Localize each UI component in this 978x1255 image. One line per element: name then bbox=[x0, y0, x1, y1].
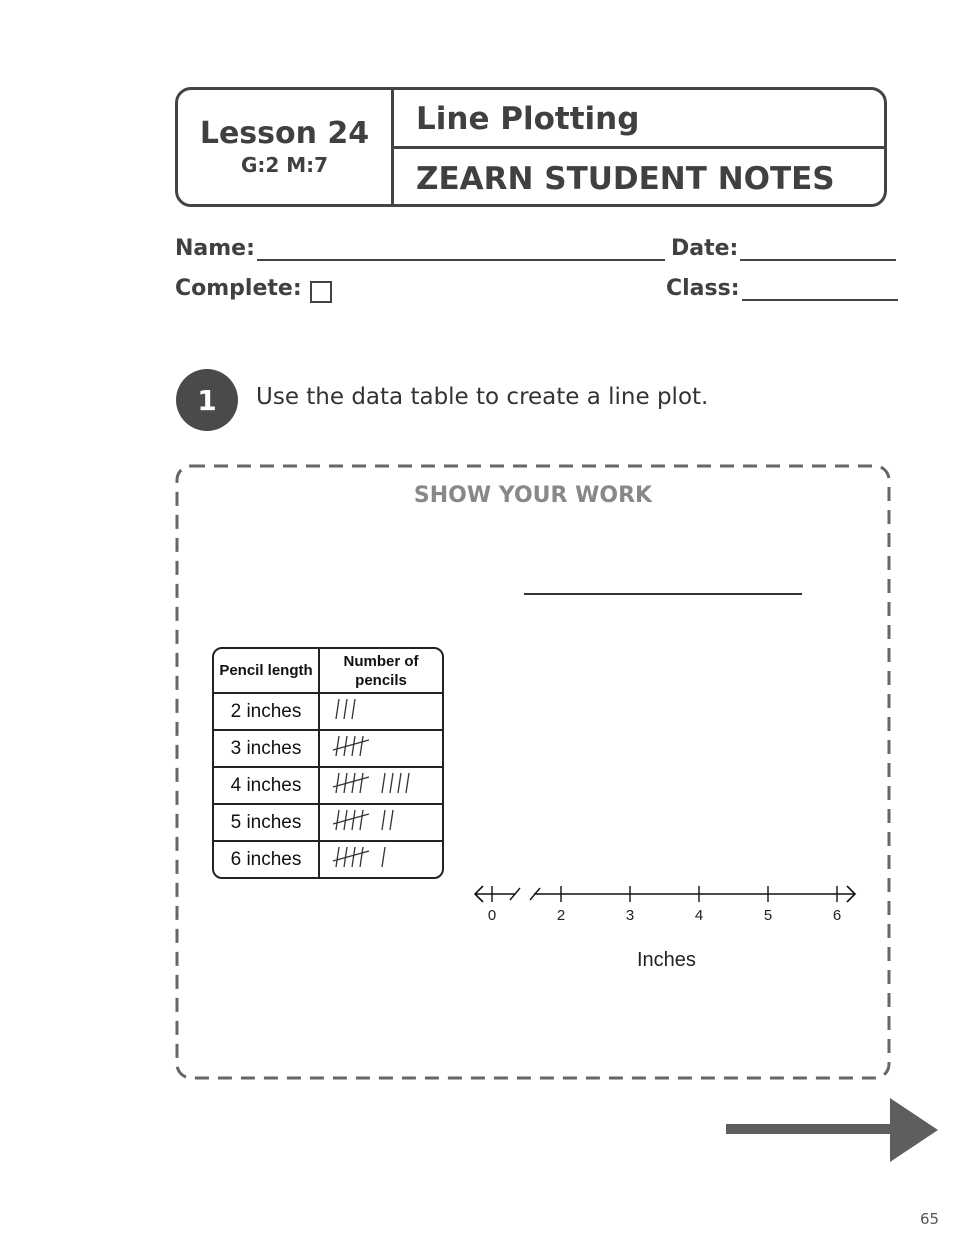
row-length: 6 inches bbox=[214, 842, 320, 877]
row-length: 4 inches bbox=[214, 768, 320, 805]
number-line-ticks bbox=[488, 886, 841, 924]
tick-label: 5 bbox=[763, 907, 773, 924]
complete-checkbox[interactable] bbox=[310, 281, 332, 303]
tally-mark bbox=[382, 810, 385, 830]
row-tally bbox=[320, 842, 442, 877]
tally-marks bbox=[332, 769, 442, 797]
tally-marks bbox=[332, 843, 442, 871]
tally-mark bbox=[360, 810, 363, 830]
plot-title-blank[interactable] bbox=[524, 593, 802, 595]
date-label: Date: bbox=[671, 236, 739, 261]
question-number-badge: 1 bbox=[176, 369, 238, 431]
class-input-line[interactable] bbox=[742, 277, 898, 301]
tally-mark bbox=[336, 847, 339, 867]
row-tally bbox=[320, 768, 442, 805]
header-pencil-length: Pencil length bbox=[214, 649, 320, 694]
table-row bbox=[214, 694, 442, 731]
row-length: 2 inches bbox=[214, 694, 320, 731]
page-number: 65 bbox=[920, 1210, 940, 1228]
tally-mark bbox=[360, 773, 363, 793]
row-tally bbox=[320, 731, 442, 768]
table-row bbox=[214, 731, 442, 768]
tally-mark bbox=[352, 847, 355, 867]
tally-marks bbox=[332, 695, 442, 723]
lesson-header bbox=[175, 87, 887, 207]
show-your-work-box[interactable] bbox=[174, 463, 892, 1081]
name-field bbox=[175, 236, 665, 261]
tally-mark bbox=[352, 810, 355, 830]
table-row bbox=[214, 842, 442, 877]
table-row bbox=[214, 768, 442, 805]
tally-mark bbox=[336, 773, 339, 793]
tally-marks bbox=[332, 732, 442, 760]
tick-label: 4 bbox=[694, 907, 704, 924]
class-label: Class: bbox=[666, 276, 740, 301]
lesson-info bbox=[178, 90, 394, 204]
name-input-line[interactable] bbox=[257, 237, 665, 261]
row-length: 3 inches bbox=[214, 731, 320, 768]
tally-mark bbox=[336, 736, 339, 756]
tally-marks bbox=[332, 806, 442, 834]
lesson-number: Lesson 24 bbox=[199, 116, 370, 151]
row-tally bbox=[320, 805, 442, 842]
tally-mark bbox=[360, 847, 363, 867]
tally-mark bbox=[352, 736, 355, 756]
tally-mark bbox=[352, 699, 355, 719]
next-arrow-icon[interactable] bbox=[726, 1098, 940, 1162]
tally-mark bbox=[360, 736, 363, 756]
axis-label: Inches bbox=[637, 949, 696, 971]
lesson-title: Line Plotting bbox=[394, 90, 884, 149]
grade-module: G:2 M:7 bbox=[240, 153, 329, 177]
row-length: 5 inches bbox=[214, 805, 320, 842]
tally-mark bbox=[352, 773, 355, 793]
question-text: Use the data table to create a line plot. bbox=[256, 384, 709, 410]
row-tally bbox=[320, 694, 442, 731]
tally-mark bbox=[336, 810, 339, 830]
tally-mark bbox=[390, 773, 393, 793]
tick-label: 2 bbox=[556, 907, 566, 924]
tally-mark bbox=[336, 699, 339, 719]
number-line[interactable] bbox=[470, 880, 862, 930]
tick-label: 0 bbox=[487, 907, 497, 924]
name-label: Name: bbox=[175, 236, 255, 261]
header-number-of-pencils-text: Number of pencils bbox=[343, 652, 419, 689]
tally-mark bbox=[382, 847, 385, 867]
header-number-of-pencils bbox=[320, 649, 442, 694]
tally-mark bbox=[344, 699, 347, 719]
date-input-line[interactable] bbox=[740, 237, 896, 261]
tick-label: 6 bbox=[832, 907, 842, 924]
work-title: SHOW YOUR WORK bbox=[413, 483, 653, 508]
notes-subtitle: ZEARN STUDENT NOTES bbox=[416, 161, 835, 197]
class-field bbox=[666, 276, 898, 301]
tally-mark bbox=[398, 773, 401, 793]
table-row bbox=[214, 805, 442, 842]
tally-mark bbox=[406, 773, 409, 793]
table-header-row bbox=[214, 649, 442, 694]
tally-mark bbox=[382, 773, 385, 793]
complete-field bbox=[175, 276, 332, 301]
date-field bbox=[671, 236, 896, 261]
axis-break-gap bbox=[516, 884, 534, 904]
complete-label: Complete: bbox=[175, 276, 302, 301]
tally-mark bbox=[390, 810, 393, 830]
tick-label: 3 bbox=[625, 907, 635, 924]
pencil-data-table bbox=[212, 647, 444, 879]
